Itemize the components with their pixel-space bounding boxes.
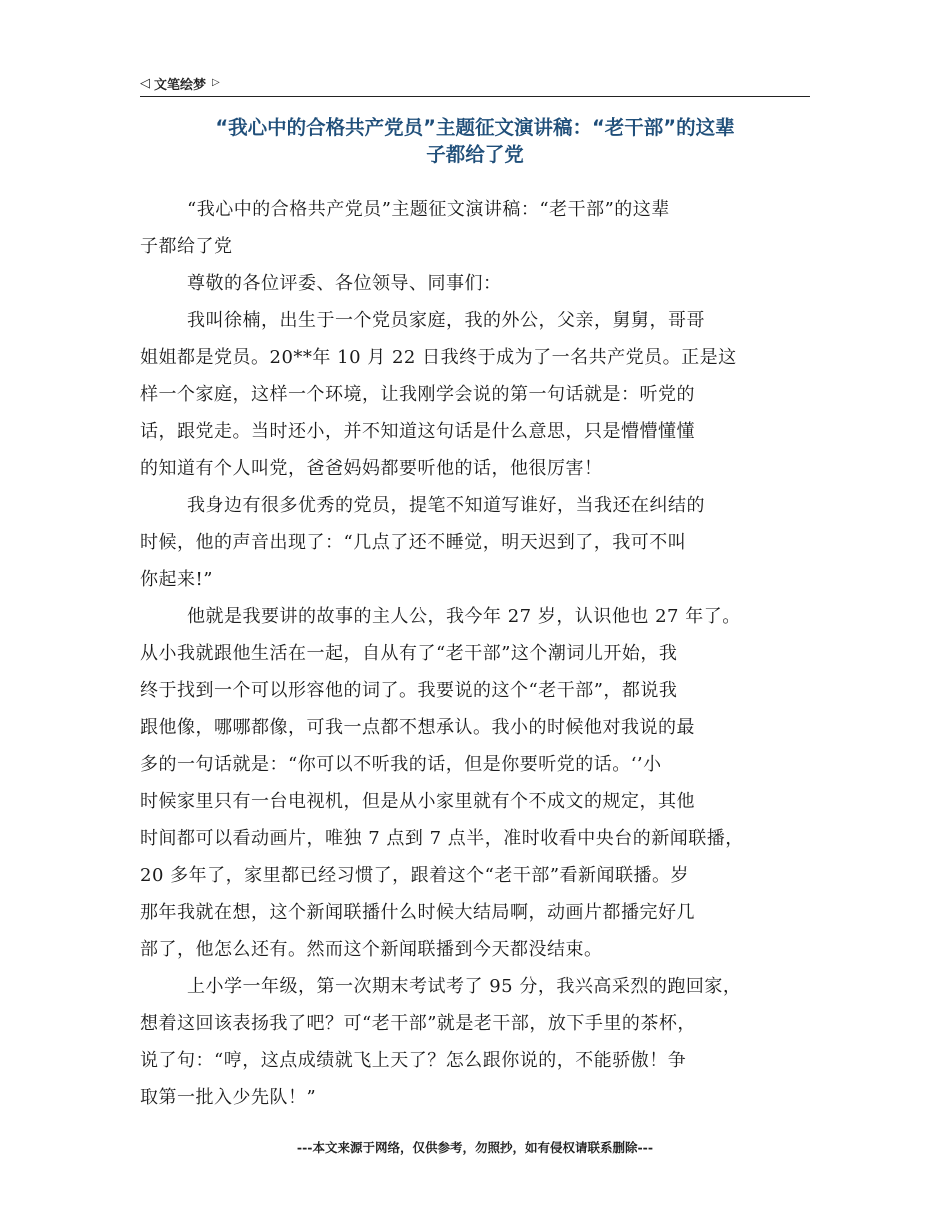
body-line: 尊敬的各位评委、各位领导、同事们： bbox=[187, 273, 502, 294]
body-line: 我叫徐楠，出生于一个党员家庭，我的外公，父亲，舅舅，哥哥 bbox=[187, 310, 705, 331]
body-line: 的知道有个人叫党，爸爸妈妈都要听他的话，他很厉害！ bbox=[140, 458, 603, 479]
brand-label: 文笔绘梦 bbox=[154, 77, 207, 93]
body-line: 时候，他的声音出现了：“几点了还不睡觉，明天迟到了，我可不叫 bbox=[140, 532, 687, 553]
body-line: 从小我就跟他生活在一起，自从有了“老干部”这个潮词儿开始，我 bbox=[140, 643, 678, 664]
body-line: 子都给了党 bbox=[140, 236, 233, 257]
body-line: 部了，他怎么还有。然而这个新闻联播到今天都没结束。 bbox=[140, 939, 603, 960]
body-line: 我身边有很多优秀的党员，提笔不知道写谁好，当我还在纠结的 bbox=[187, 495, 705, 516]
footer-disclaimer: ---本文来源于网络，仅供参考，勿照抄，如有侵权请联系删除--- bbox=[296, 1140, 654, 1155]
document-title bbox=[140, 114, 810, 168]
body-line: 多的一句话就是：“你可以不听我的话，但是你要听党的话。‘’小 bbox=[140, 754, 662, 775]
document-body bbox=[140, 191, 815, 1116]
title-line: “我心中的合格共产党员”主题征文演讲稿：“老干部”的这辈 bbox=[215, 116, 735, 139]
triangle-right-icon: ▷ bbox=[212, 77, 220, 88]
body-line: 上小学一年级，第一次期末考试考了 95 分，我兴高采烈的跑回家， bbox=[187, 976, 742, 997]
body-line: 话，跟党走。当时还小，并不知道这句话是什么意思，只是懵懵懂懂 bbox=[140, 421, 695, 442]
triangle-left-icon: ◁ bbox=[140, 75, 150, 91]
body-line: 样一个家庭，这样一个环境，让我刚学会说的第一句话就是：听党的 bbox=[140, 384, 695, 405]
body-line: 那年我就在想，这个新闻联播什么时候大结局啊，动画片都播完好几 bbox=[140, 902, 695, 923]
body-line: 想着这回该表扬我了吧？可“老干部”就是老干部，放下手里的茶杯， bbox=[140, 1013, 696, 1034]
body-line: 姐姐都是党员。20**年 10 月 22 日我终于成为了一名共产党员。正是这 bbox=[140, 347, 737, 368]
body-line: 跟他像，哪哪都像，可我一点都不想承认。我小的时候他对我说的最 bbox=[140, 717, 695, 738]
body-line: 他就是我要讲的故事的主人公，我今年 27 岁，认识他也 27 年了。 bbox=[187, 606, 741, 627]
body-line: 说了句：“哼，这点成绩就飞上天了？怎么跟你说的，不能骄傲！争 bbox=[140, 1050, 687, 1071]
title-line: 子都给了党 bbox=[426, 143, 524, 166]
document-header bbox=[140, 70, 810, 97]
body-line: 你起来!” bbox=[140, 569, 213, 590]
body-line: 终于找到一个可以形容他的词了。我要说的这个“老干部”，都说我 bbox=[140, 680, 678, 701]
body-line: “我心中的合格共产党员”主题征文演讲稿：“老干部”的这辈 bbox=[187, 199, 670, 220]
body-line: 时间都可以看动画片，唯独 7 点到 7 点半，准时收看中央台的新闻联播， bbox=[140, 828, 744, 849]
body-line: 时候家里只有一台电视机，但是从小家里就有个不成文的规定，其他 bbox=[140, 791, 695, 812]
body-line: 20 多年了，家里都已经习惯了，跟着这个“老干部”看新闻联播。岁 bbox=[140, 865, 690, 886]
body-line: 取第一批入少先队！” bbox=[140, 1087, 317, 1108]
